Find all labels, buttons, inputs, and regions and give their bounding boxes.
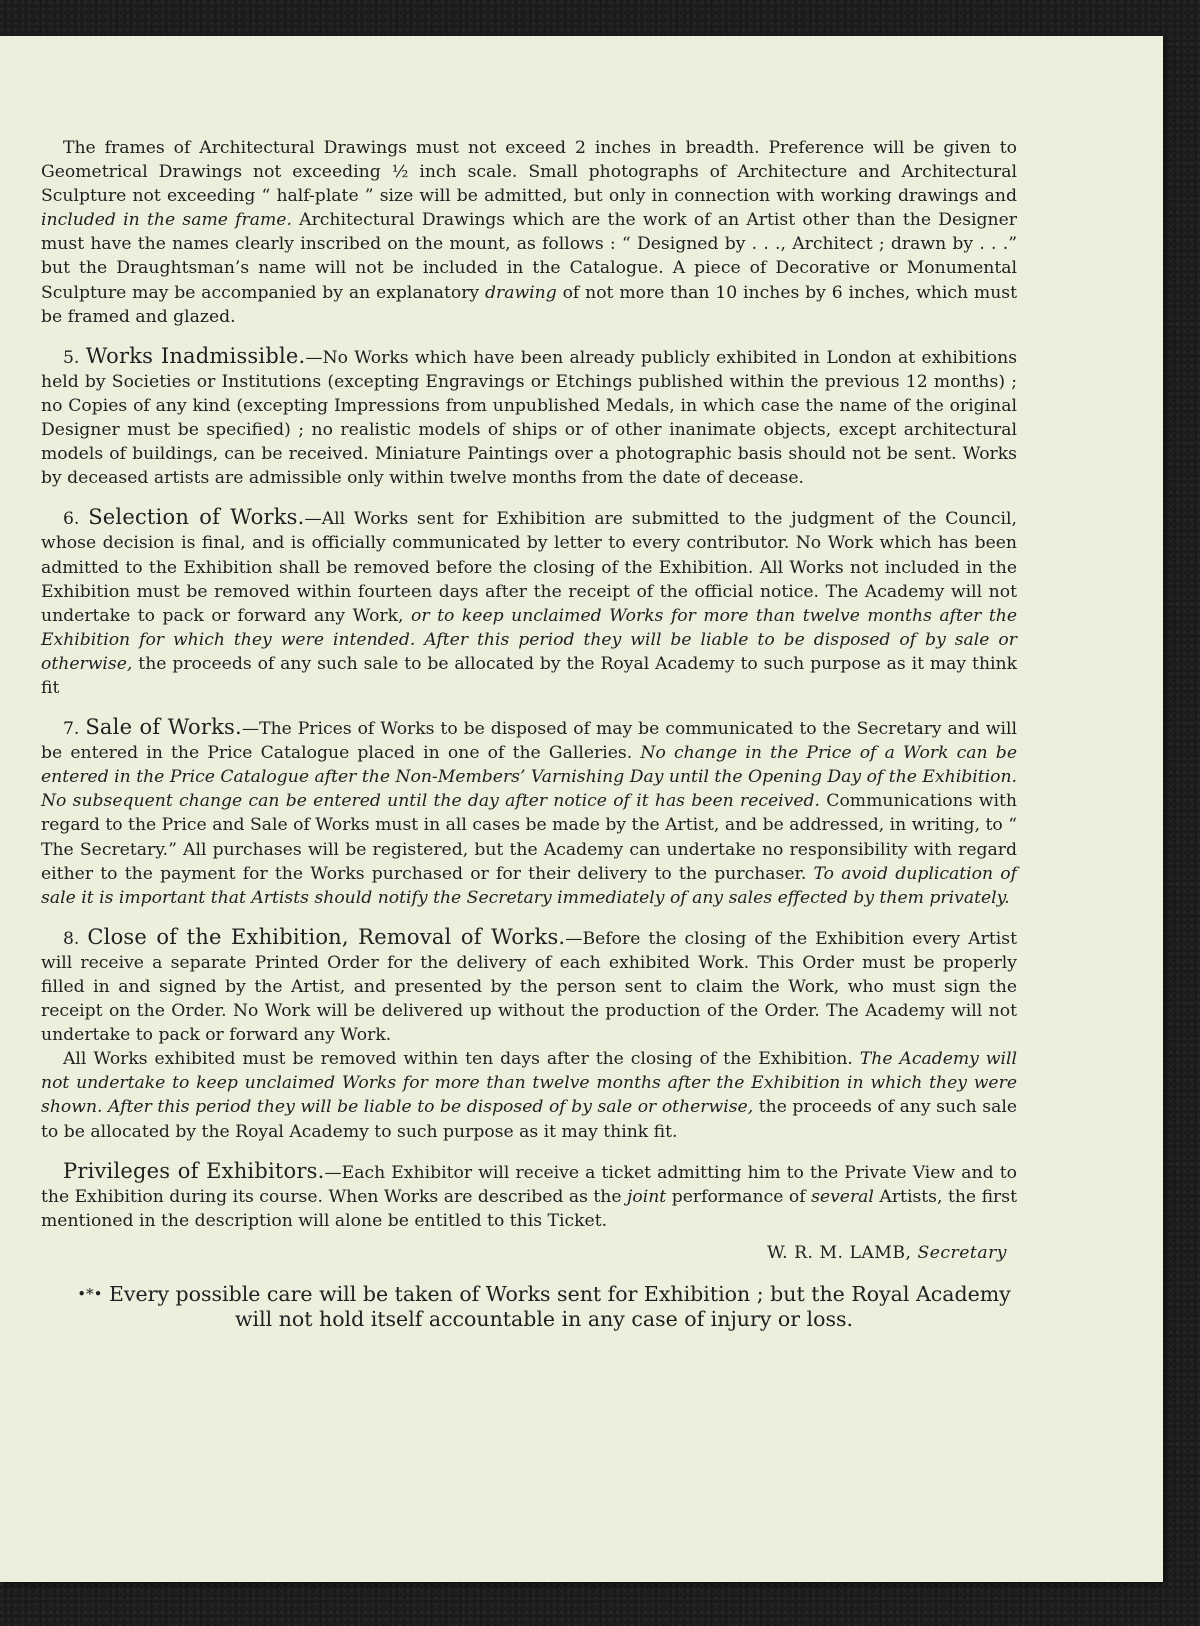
privileges-body-2: performance of	[666, 1186, 812, 1207]
section-7-italic-2: To avoid duplication of sale it is important that Artists should notify the Secretary immediately of any sales effected by them privately.	[41, 863, 1017, 908]
privileges-italic-1: joint	[627, 1186, 667, 1207]
care-notice-text: Every possible care will be taken of Works sent for Exhibition ; but the Royal Academy will not hold itself accountable in any case of injury or loss.	[108, 1282, 1011, 1332]
intro-italic-2: drawing	[484, 282, 557, 303]
asterism-icon: •*•	[77, 1285, 103, 1304]
section-7-number: 7.	[63, 719, 80, 740]
signature-title: Secretary	[917, 1242, 1007, 1263]
signature-name: W. R. M. LAMB,	[766, 1242, 918, 1263]
privileges-heading: Privileges of Exhibitors.	[63, 1158, 325, 1183]
document-body	[41, 136, 1017, 1332]
intro-italic-1: included in the same frame.	[41, 210, 292, 231]
intro-paragraph	[41, 136, 1017, 329]
privileges-section	[41, 1159, 1017, 1233]
section-5	[41, 344, 1017, 491]
intro-text-3: of not more than 10 inches by 6 inches, which must be framed and glazed.	[41, 282, 1017, 327]
signature	[41, 1241, 1017, 1265]
section-5-number: 5.	[63, 347, 80, 368]
privileges-body: —Each Exhibitor will receive a ticket admitting him to the Private View and to the Exhibition during its course. When Works are described as the	[41, 1162, 1017, 1207]
section-8-para2-italic: The Academy will not undertake to keep unclaimed Works for more than twelve months after the Exhibition in which they were shown. After this period they will be liable to be disposed of by sale or otherwise,	[41, 1049, 1018, 1118]
section-8-para2-text: All Works exhibited must be removed within ten days after the closing of the Exhibition.	[63, 1049, 860, 1070]
section-8-paragraph-2	[41, 1047, 1017, 1143]
section-5-heading: Works Inadmissible.	[85, 343, 306, 368]
section-8-number: 8.	[63, 928, 80, 949]
section-8	[41, 925, 1017, 1047]
section-7-body: —The Prices of Works to be disposed of may be communicated to the Secretary and will be entered in the Price Catalogue placed in one of the Galleries.	[41, 719, 1018, 764]
section-6-heading: Selection of Works.	[88, 505, 305, 530]
section-6-body: —All Works sent for Exhibition are submitted to the judgment of the Council, whose decision is final, and is officially communicated by letter to every contributor. No Work which has been admitted to the Exhibition shall be removed before the closing of the Exhibition. All Works not included in the Exhibition must be removed within fourteen days after the receipt of the official notice. The Academy will not undertake to pack or forward any Work,	[41, 509, 1017, 626]
section-6	[41, 505, 1017, 700]
section-7-italic-1: No change in the Price of a Work can be entered in the Price Catalogue after the Non-Members’ Varnishing Day until the Opening Day of the Exhibition. No subsequent change can be entered until the day after notice of it has been received.	[41, 743, 1017, 812]
section-7-body-2: Communications with regard to the Price and Sale of Works must in all cases be made by the Artist, and be addressed, in writing, to “ The Secretary.” All purchases will be registered, but the Academy can undertake no responsibility with regard either to the payment for the Works purchased or for their delivery to the purchaser.	[41, 791, 1017, 884]
privileges-italic-2: several	[811, 1186, 874, 1207]
section-5-body: —No Works which have been already publicly exhibited in London at exhibitions held by Societies or Institutions (excepting Engravings or Etchings published within the previous 12 months) ; no Copies of any kind (excepting Impressions from unpublished Medals, in which case the name of the original Designer must be specified) ; no realistic models of ships or of other inanimate objects, except architectural models of buildings, can be received. Miniature Paintings over a photographic basis should not be sent. Works by deceased artists are admissible only within twelve months from the date of decease.	[41, 347, 1018, 489]
document-page	[0, 36, 1163, 1582]
privileges-body-3: Artists, the first mentioned in the description will alone be entitled to this Ticket.	[41, 1186, 1017, 1231]
section-6-italic: or to keep unclaimed Works for more than twelve months after the Exhibition for which they were intended. After this period they will be liable to be disposed of by sale or otherwise,	[41, 605, 1017, 674]
intro-text-1: The frames of Architectural Drawings must not exceed 2 inches in breadth. Preference will be given to Geometrical Drawings not exceeding ½ inch scale. Small photographs of Architecture and Architectural Sculpture not exceeding “ half-plate ” size will be admitted, but only in connection with working drawings and	[41, 138, 1017, 207]
section-6-body-end: the proceeds of any such sale to be allocated by the Royal Academy to such purpose as it may think fit	[41, 653, 1017, 698]
care-notice	[41, 1282, 1017, 1332]
section-7-heading: Sale of Works.	[85, 715, 242, 740]
section-8-body: —Before the closing of the Exhibition every Artist will receive a separate Printed Order for the delivery of each exhibited Work. This Order must be properly filled in and signed by the Artist, and presented by the person sent to claim the Work, who must sign the receipt on the Order. No Work will be delivered up without the production of the Order. The Academy will not undertake to pack or forward any Work.	[41, 928, 1017, 1046]
section-6-number: 6.	[63, 509, 80, 530]
intro-text-2: Architectural Drawings which are the work of an Artist other than the Designer must have the names clearly inscribed on the mount, as follows : “ Designed by . . ., Architect ; drawn by . . .” but the Draughtsman’s name will not be included in the Catalogue. A piece of Decorative or Monumental Sculpture may be accompanied by an explanatory	[41, 210, 1017, 303]
section-8-para2-end: the proceeds of any such sale to be allocated by the Royal Academy to such purpose as it may think fit.	[41, 1097, 1017, 1142]
section-7	[41, 715, 1017, 910]
section-8-heading: Close of the Exhibition, Removal of Works.	[87, 924, 566, 949]
